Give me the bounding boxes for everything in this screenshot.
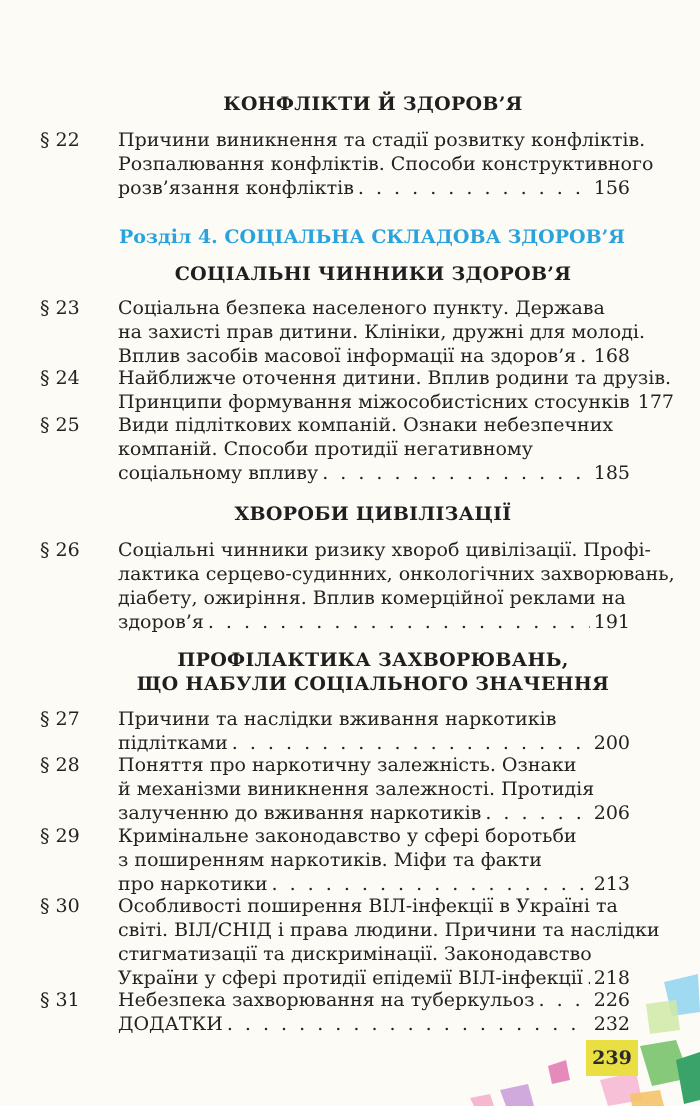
confetti-shape [646,1000,680,1034]
entry-page: 177 [637,391,675,413]
entry-number: § 28 [40,754,80,776]
entry-line: Причини виникнення та стадії розвитку конфліктів. [118,129,646,151]
section-heading-prevention-line-1: ПРОФІЛАКТИКА ЗАХВОРЮВАНЬ, [177,649,569,671]
chapter-heading: Розділ 4. СОЦІАЛЬНА СКЛАДОВА ЗДОРОВ’Я [118,226,626,248]
entry-line: діабету, ожиріння. Вплив комерційної реклами на [118,587,626,609]
entry-page: 191 [593,611,630,633]
entry-line: Причини та наслідки вживання наркотиків [118,708,557,730]
entry-page: 226 [593,989,630,1011]
entry-text: підлітками [118,732,228,754]
entry-number: § 31 [40,989,80,1011]
entry-text: розв’язання конфліктів [118,177,354,199]
entry-number: § 26 [40,539,80,561]
entry-page: 232 [593,1013,630,1035]
entry-line: з поширенням наркотиків. Міфи та факти [118,849,542,871]
entry-line: Кримінальне законодавство у сфері боротьби [118,825,577,847]
entry-line: стигматизації та дискримінації. Законодавство [118,943,592,965]
entry-number: § 25 [40,414,80,436]
entry-text: Небезпека захворювання на туберкульоз [118,989,535,1011]
entry-line: на захисті прав дитини. Клініки, дружні для молоді. [118,321,646,343]
entry-line: Розпалювання конфліктів. Способи конструктивного [118,153,654,175]
entry-page: 200 [593,732,630,754]
entry-line: Види підліткових компаній. Ознаки небезпечних [118,414,614,436]
entry-page: 206 [593,802,630,824]
entry-text: України у сфері протидії епідемії ВІЛ-інфекції [118,967,583,989]
entry-line: лактика серцево-судинних, онкологічних захворювань, [118,563,675,585]
entry-text: Принципи формування міжособистісних стосунків [118,391,630,413]
confetti-shape [470,1094,494,1106]
entry-line: Особливості поширення ВІЛ-інфекції в Україні та [118,895,618,917]
entry-line: Поняття про наркотичну залежність. Ознаки [118,754,577,776]
entry-text: ДОДАТКИ [118,1013,223,1035]
entry-line: компаній. Способи протидії негативному [118,438,533,460]
entry-text: про наркотики [118,873,268,895]
section-heading-civilization-diseases: ХВОРОБИ ЦИВІЛІЗАЦІЇ [234,503,512,525]
entry-text: соціальному впливу [118,462,319,484]
page-number: 239 [592,1047,632,1069]
entry-number: § 29 [40,825,80,847]
entry-page: 185 [593,462,630,484]
entry-line: Соціальні чинники ризику хвороб цивілізації. Профі- [118,539,651,561]
entry-number: § 27 [40,708,80,730]
entry-line: Найближче оточення дитини. Вплив родини та друзів. [118,367,672,389]
confetti-shape [676,1052,700,1104]
section-heading-prevention-line-2: ЩО НАБУЛИ СОЦІАЛЬНОГО ЗНАЧЕННЯ [136,673,610,695]
entry-text: Вплив засобів масової інформації на здоров’я [118,345,577,367]
section-heading-social-factors: СОЦІАЛЬНІ ЧИННИКИ ЗДОРОВ’Я [174,263,572,285]
entry-number: § 22 [40,129,80,151]
entry-number: § 23 [40,297,80,319]
confetti-shape [500,1084,534,1106]
entry-line: й механізми виникнення залежності. Протидія [118,778,595,800]
entry-text: залученню до вживання наркотиків [118,802,482,824]
confetti-shape [548,1060,570,1084]
entry-page: 168 [593,345,630,367]
entry-number: § 24 [40,367,80,389]
page-number-badge [586,1040,638,1076]
section-heading-conflicts: КОНФЛІКТИ Й ЗДОРОВ’Я [223,93,523,115]
entry-line: Соціальна безпека населеного пункту. Держава [118,297,605,319]
entry-line: світі. ВІЛ/СНІД і права людини. Причини та наслідки [118,919,660,941]
entry-text: здоров’я [118,611,204,633]
entry-number: § 30 [40,895,80,917]
entry-page: 213 [593,873,630,895]
entry-page: 218 [593,967,630,989]
entry-page: 156 [593,177,630,199]
